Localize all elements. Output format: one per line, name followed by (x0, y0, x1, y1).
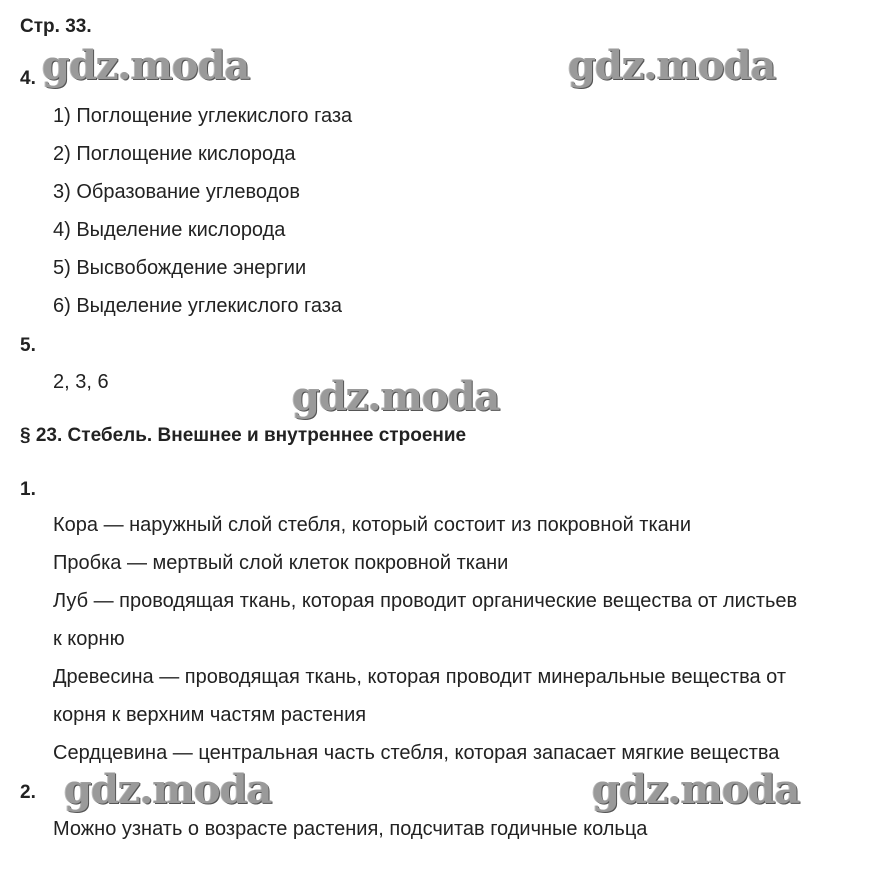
definition-line-7: Сердцевина — центральная часть стебля, которая запасает мягкие вещества (53, 742, 780, 764)
watermark-logo: gdz.moda (64, 766, 272, 813)
page-reference: Стр. 33. (20, 16, 92, 37)
definition-line-2: Пробка — мертвый слой клеток покровной ткани (53, 552, 509, 574)
task-4-item-1: 1) Поглощение углекислого газа (53, 105, 353, 127)
definition-line-6: корня к верхним частям растения (53, 704, 367, 726)
task-4-item-3: 3) Образование углеводов (53, 181, 301, 203)
section-task-2-number: 2. (20, 782, 36, 803)
watermark-logo: gdz.moda (42, 42, 250, 89)
task-5-number: 5. (20, 335, 36, 356)
section-task-1-number: 1. (20, 479, 36, 500)
task-4-number: 4. (20, 68, 36, 89)
definition-line-3: Луб — проводящая ткань, которая проводит органические вещества от листьев (53, 590, 798, 612)
watermark-logo: gdz.moda (568, 42, 776, 89)
task-4-item-5: 5) Высвобождение энергии (53, 257, 307, 279)
task-4-item-2: 2) Поглощение кислорода (53, 143, 296, 165)
definition-line-4: к корню (53, 628, 125, 650)
section-heading: § 23. Стебель. Внешнее и внутреннее строение (20, 425, 467, 446)
task-4-item-4: 4) Выделение кислорода (53, 219, 286, 241)
task-4-item-6: 6) Выделение углекислого газа (53, 295, 343, 317)
definition-line-5: Древесина — проводящая ткань, которая проводит минеральные вещества от (53, 666, 786, 688)
watermark-logo: gdz.moda (292, 373, 500, 420)
watermark-logo: gdz.moda (592, 766, 800, 813)
section-task-2-answer: Можно узнать о возрасте растения, подсчитав годичные кольца (53, 818, 648, 840)
task-5-answer: 2, 3, 6 (53, 371, 109, 393)
definition-line-1: Кора — наружный слой стебля, который состоит из покровной ткани (53, 514, 691, 536)
